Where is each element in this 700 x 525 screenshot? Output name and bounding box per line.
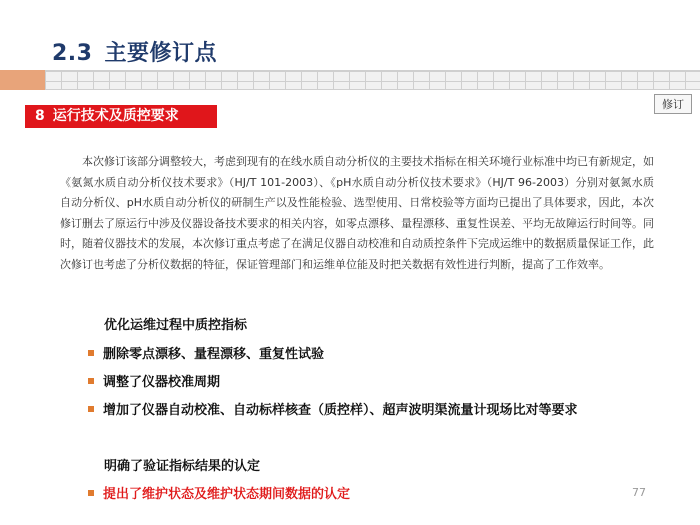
- list-item: [88, 399, 578, 418]
- list-item-text: 删除零点漂移、量程漂移、重复性试验: [103, 347, 325, 362]
- bullet-square-icon: [88, 406, 94, 412]
- group1-title: 优化运维过程中质控指标: [104, 318, 248, 333]
- bullet-square-icon: [88, 378, 94, 384]
- body-paragraph: 本次修订该部分调整较大，考虑到现有的在线水质自动分析仪的主要技术指标在相关环境行业标准中均已有新规定，如《氨氮水质自动分析仪技术要求》（HJ/T 101-2003）、《pH水质自动分析仪技术要求》（HJ/T 96-2003）分别对氨氮水质自动分析仪、pH水质自动分析仪的研制生产以及性能检验、选型使用、日常校验等方面均已提出了具体要求，因此，本次修订删去了原运行中涉及仪器设备技术要求的相关内容，如零点漂移、量程漂移、重复性误差、平均无故障运行时间等。同时，随着仪器技术的发展，本次修订重点考虑了在满足仪器自动校准和自动质控条件下完成运维中的数据质量保证工作，此次修订也考虑了分析仪数据的特征，保证管理部门和运维单位能及时把关数据有效性进行判断，提高了工作效率。: [60, 155, 654, 271]
- section-badge: [25, 105, 217, 128]
- header-band-grid: [45, 70, 700, 90]
- revision-tag: 修订: [654, 94, 692, 114]
- bullet-square-icon: [88, 350, 94, 356]
- section-title: 运行技术及质控要求: [52, 108, 179, 124]
- section-number: 8: [35, 108, 45, 124]
- list-item-text: 提出了维护状态及维护状态期间数据的认定: [103, 487, 351, 502]
- list-item-highlight: [88, 483, 350, 502]
- title-number: 2.3: [52, 41, 93, 66]
- list-item: [88, 343, 324, 362]
- list-item: [88, 371, 220, 390]
- header-band: [0, 70, 700, 90]
- page-number: 77: [632, 486, 646, 499]
- bullet-square-icon: [88, 490, 94, 496]
- list-item-text: 调整了仪器校准周期: [103, 375, 221, 390]
- group2-title: 明确了验证指标结果的认定: [104, 459, 261, 474]
- page-title: [52, 36, 217, 67]
- list-item-text: 增加了仪器自动校准、自动标样核查（质控样）、超声波明渠流量计现场比对等要求: [103, 403, 578, 418]
- title-text: 主要修订点: [104, 41, 217, 66]
- header-band-accent: [0, 70, 45, 90]
